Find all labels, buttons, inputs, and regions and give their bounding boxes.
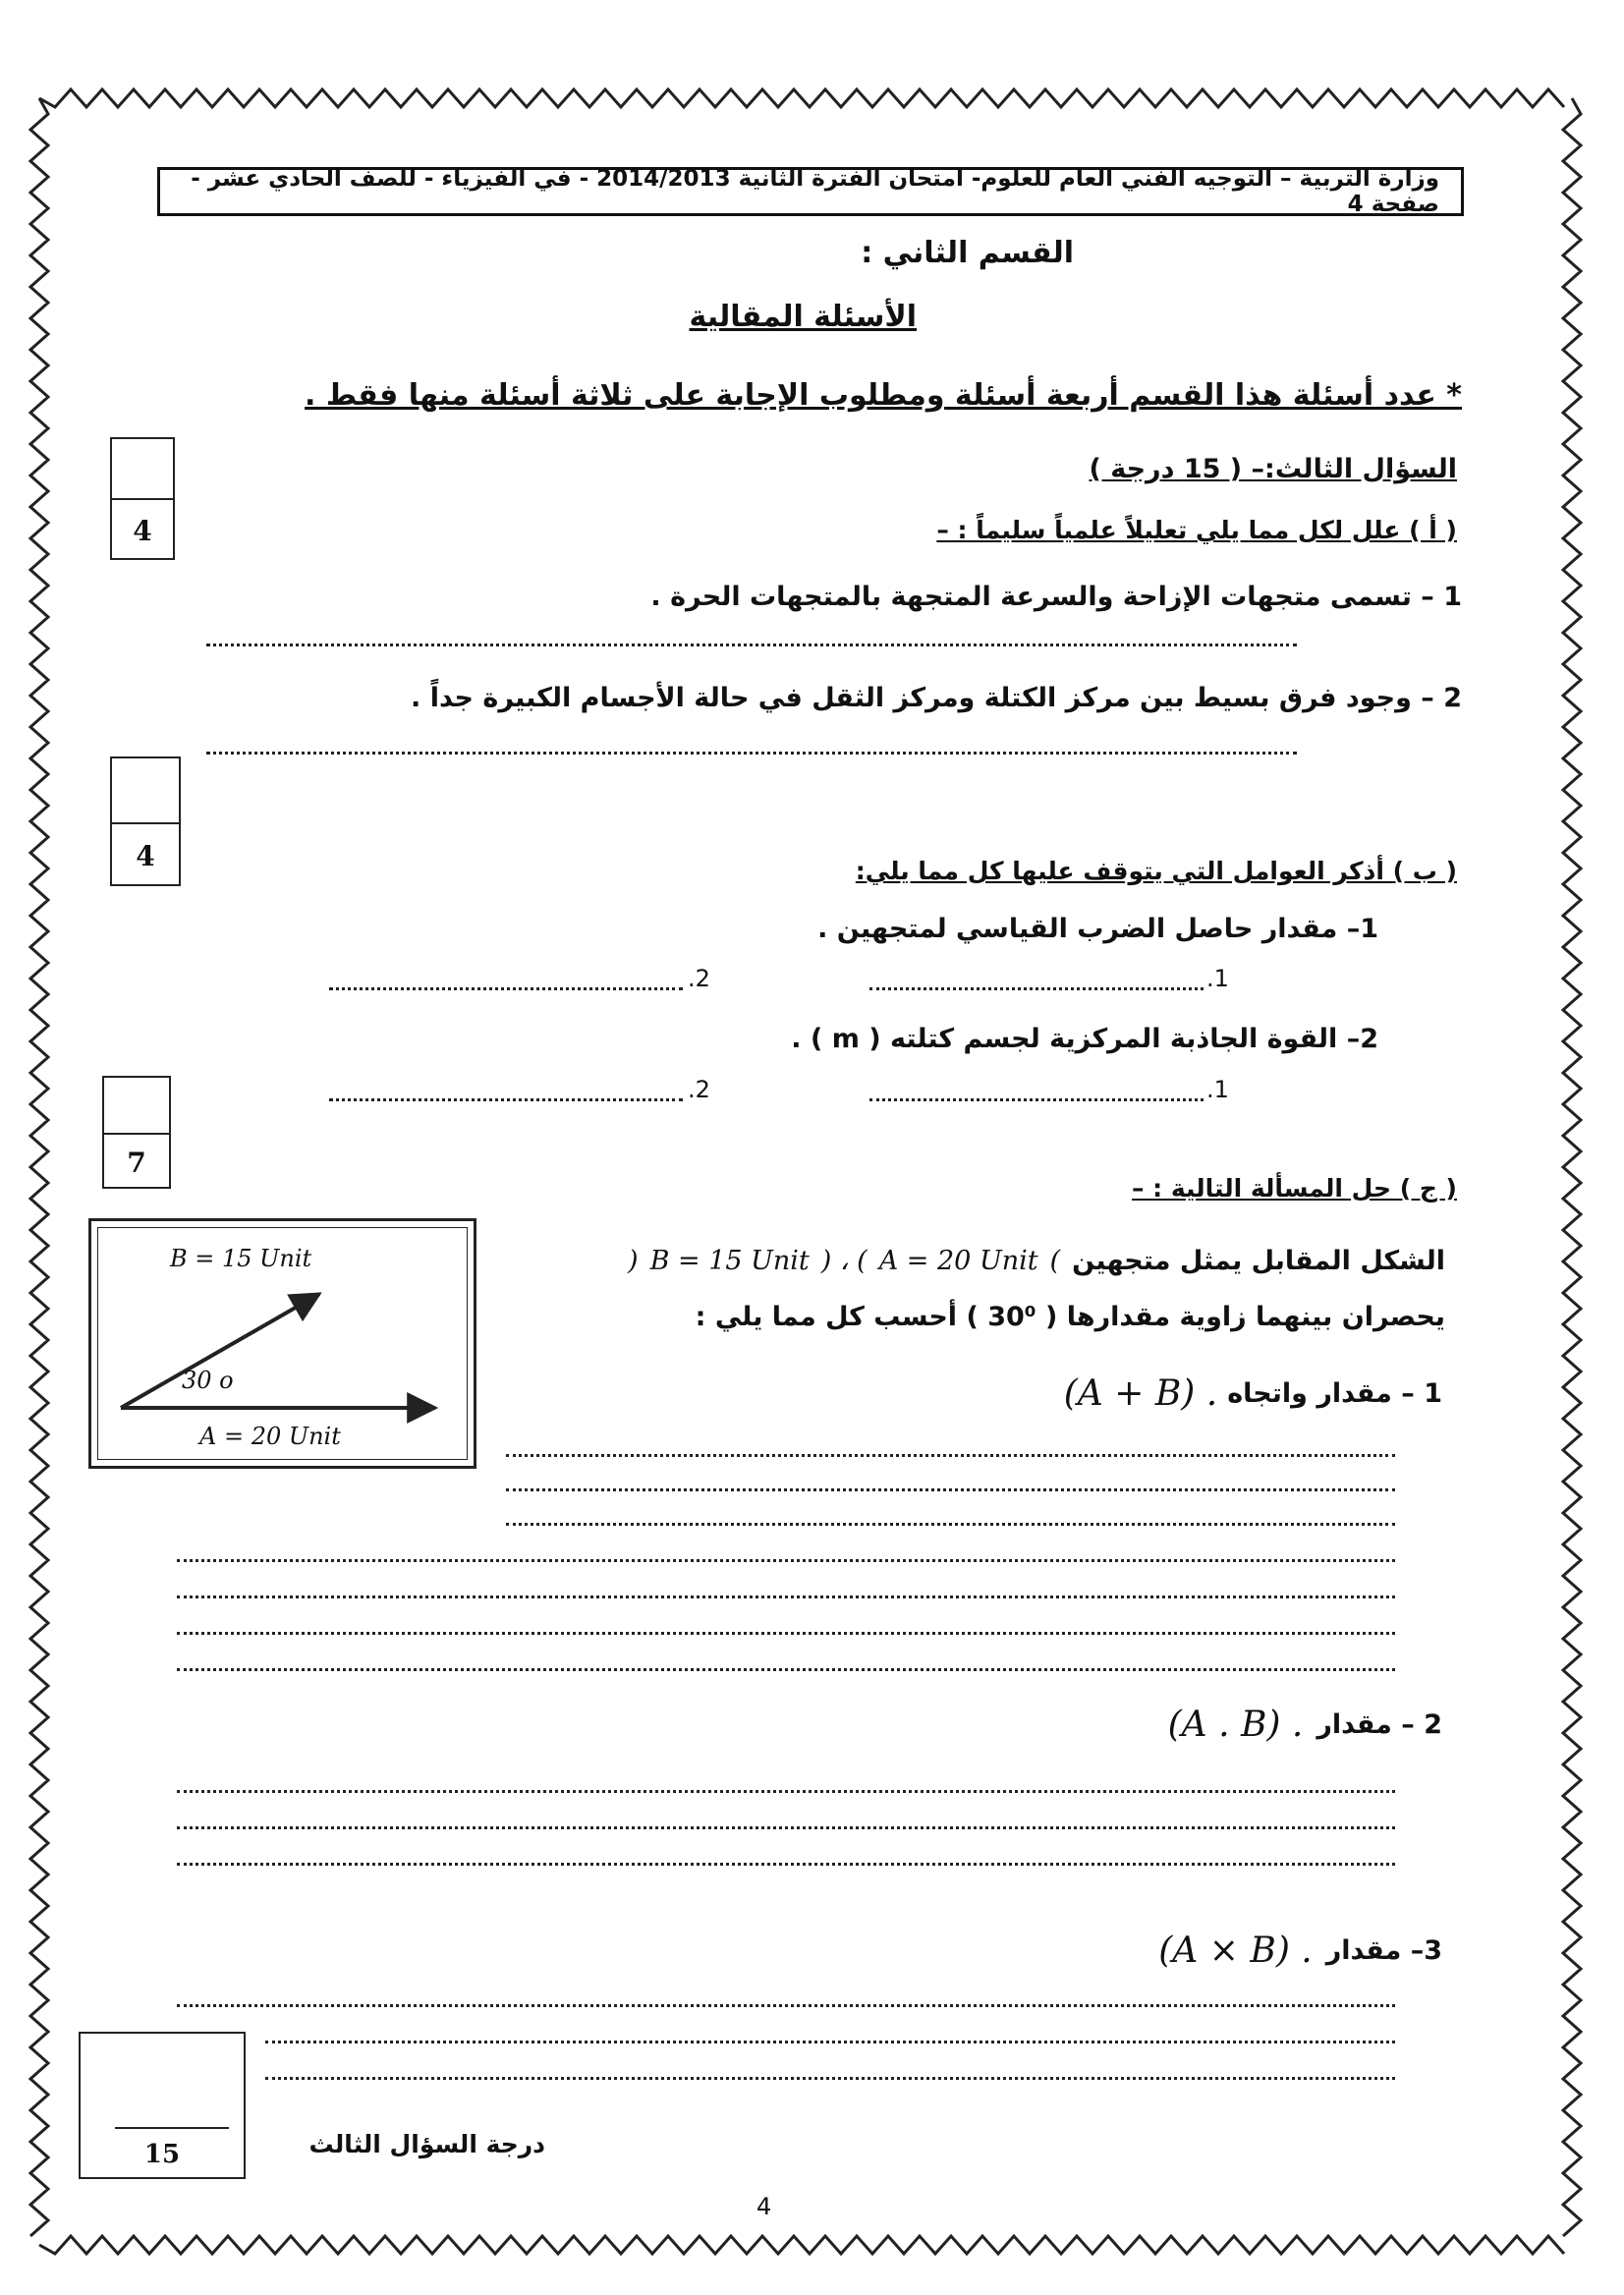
vector-figure-box bbox=[88, 1218, 476, 1469]
header-text: وزارة التربية – التوجيه الفني العام للعلوم- امتحان الفترة الثانية 2014/2013 - في الفيزياء - للصف الحادي عشر - صفحة 4 bbox=[191, 166, 1439, 217]
answer-line bbox=[869, 1098, 1204, 1101]
answer-line bbox=[177, 1863, 1395, 1866]
part-a-item1: 1 – تسمى متجهات الإزاحة والسرعة المتجهة بالمتجهات الحرة . bbox=[650, 582, 1462, 612]
section-subtitle: الأسئلة المقالية bbox=[689, 300, 917, 334]
answer-line bbox=[506, 1523, 1395, 1526]
answer-line bbox=[206, 752, 1297, 755]
part-b-heading: ( ب ) أذكر العوامل التي يتوقف عليها كل مما يلي: bbox=[855, 857, 1457, 885]
blank-label-2: .2 bbox=[688, 1076, 710, 1103]
answer-line bbox=[329, 987, 683, 990]
answer-line bbox=[206, 644, 1297, 646]
answer-line bbox=[177, 1826, 1395, 1829]
figure-angle: 30 o bbox=[182, 1367, 234, 1394]
answer-line bbox=[265, 2041, 1395, 2043]
answer-line bbox=[177, 1559, 1395, 1562]
section-title: القسم الثاني : bbox=[861, 236, 1074, 270]
total-score: 15 bbox=[143, 2139, 181, 2169]
score-c: 7 bbox=[127, 1146, 146, 1179]
part-c-sub2: 2 – مقدار (A . B) . bbox=[1167, 1705, 1442, 1745]
vector-b-value: B = 15 Unit bbox=[649, 1246, 810, 1276]
part-c-line1: الشكل المقابل يمثل متجهين ( A = 20 Unit ) ، ( B = 15 Unit ) bbox=[628, 1246, 1445, 1276]
question3-title: السؤال الثالث:– ( 15 درجة ) bbox=[1089, 454, 1457, 484]
total-score-label: درجة السؤال الثالث bbox=[308, 2130, 545, 2158]
instruction-text: * عدد أسئلة هذا القسم أربعة أسئلة ومطلوب الإجابة على ثلاثة أسئلة منها فقط . bbox=[305, 378, 1462, 413]
score-a: 4 bbox=[133, 514, 152, 547]
answer-line bbox=[177, 1790, 1395, 1793]
answer-line bbox=[506, 1488, 1395, 1491]
answer-line bbox=[265, 2077, 1395, 2080]
figure-label-a: A = 20 Unit bbox=[199, 1423, 341, 1450]
answer-line bbox=[329, 1098, 683, 1101]
blank-label-2: .2 bbox=[688, 965, 710, 992]
blank-label-1: .1 bbox=[1206, 965, 1229, 992]
answer-line bbox=[869, 987, 1204, 990]
answer-line bbox=[177, 1595, 1395, 1598]
answer-line bbox=[506, 1454, 1395, 1457]
sub2-expression: (A . B) . bbox=[1167, 1705, 1304, 1745]
blank-label-1: .1 bbox=[1206, 1076, 1229, 1103]
page-number: 4 bbox=[756, 2193, 772, 2220]
score-box-b bbox=[110, 756, 181, 886]
part-a-heading: ( أ ) علل لكل مما يلي تعليلاً علمياً سليماً : – bbox=[936, 516, 1457, 544]
answer-line bbox=[177, 1632, 1395, 1635]
figure-label-b: B = 15 Unit bbox=[170, 1245, 312, 1272]
part-c-heading: ( ج ) حل المسألة التالية : – bbox=[1131, 1174, 1457, 1203]
score-box-c bbox=[102, 1076, 171, 1189]
answer-line bbox=[177, 1668, 1395, 1671]
sub1-expression: (A + B) . bbox=[1063, 1373, 1218, 1414]
part-b-item2: 2– القوة الجاذبة المركزية لجسم كتلته ( m ) . bbox=[791, 1024, 1378, 1054]
vector-a-value: A = 20 Unit bbox=[878, 1246, 1038, 1276]
score-box-a bbox=[110, 437, 175, 560]
total-score-box bbox=[79, 2032, 246, 2179]
answer-line bbox=[177, 2004, 1395, 2007]
sub3-expression: (A × B) . bbox=[1158, 1931, 1313, 1971]
part-c-sub1: 1 – مقدار واتجاه (A + B) . bbox=[1063, 1373, 1442, 1414]
part-a-item2: 2 – وجود فرق بسيط بين مركز الكتلة ومركز الثقل في حالة الأجسام الكبيرة جداً . bbox=[411, 683, 1462, 713]
part-c-line2: يحصران بينهما زاوية مقدارها ( 30⁰ ) أحسب كل مما يلي : bbox=[695, 1302, 1445, 1332]
exam-header bbox=[157, 167, 1464, 216]
score-b: 4 bbox=[136, 839, 155, 872]
part-b-item1: 1– مقدار حاصل الضرب القياسي لمتجهين . bbox=[817, 914, 1378, 944]
part-c-sub3: 3– مقدار (A × B) . bbox=[1158, 1931, 1442, 1971]
